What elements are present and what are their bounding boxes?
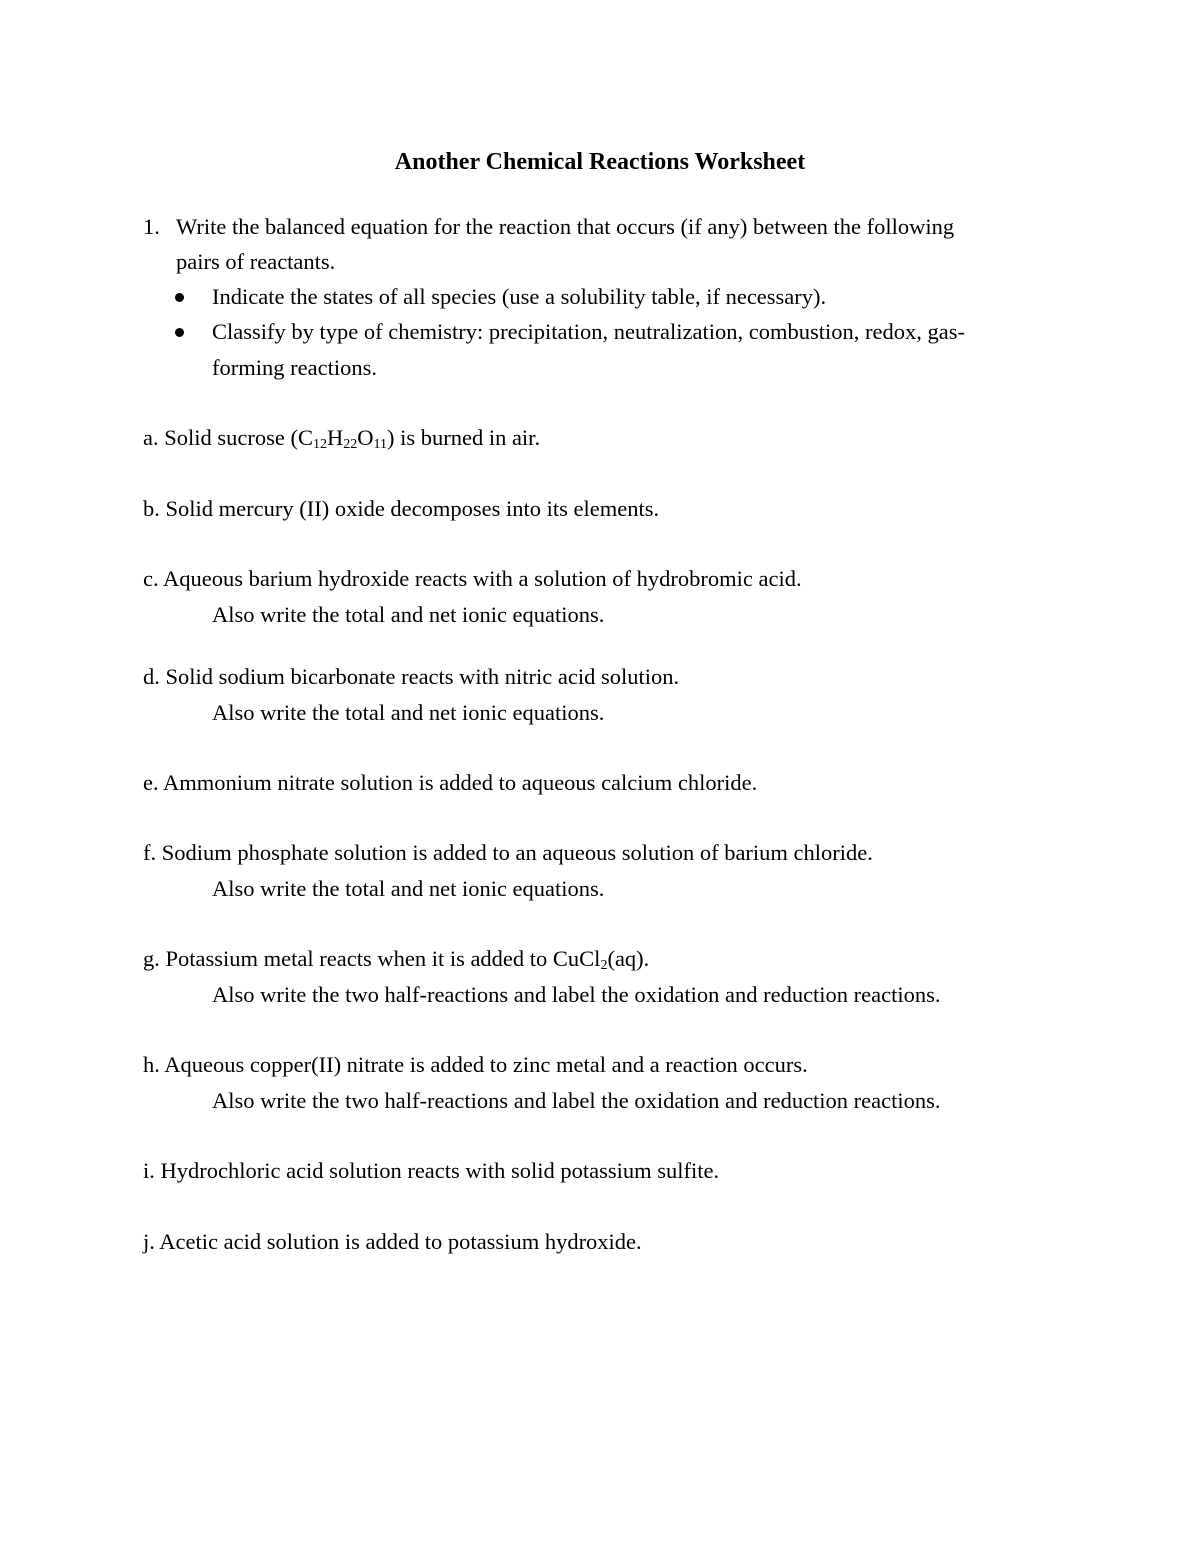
element-o: O: [357, 425, 374, 450]
instruction-line-1: Write the balanced equation for the reaction that occurs (if any) between the following: [176, 214, 955, 239]
question-h-followup: Also write the two half-reactions and label the oxidation and reduction reactions.: [212, 1088, 941, 1113]
subscript-11: 11: [373, 437, 387, 452]
question-b: b. Solid mercury (II) oxide decomposes into its elements.: [143, 496, 660, 521]
instruction-line-2: pairs of reactants.: [176, 249, 336, 274]
question-e: e. Ammonium nitrate solution is added to aqueous calcium chloride.: [143, 770, 758, 795]
question-f: f. Sodium phosphate solution is added to an aqueous solution of barium chloride.: [143, 840, 873, 865]
subscript-12: 12: [312, 437, 327, 452]
question-c: c. Aqueous barium hydroxide reacts with a solution of hydrobromic acid.: [143, 566, 802, 591]
question-g-followup: Also write the two half-reactions and label the oxidation and reduction reactions.: [212, 982, 941, 1007]
bullet-icon: [175, 293, 184, 302]
question-f-followup: Also write the total and net ionic equations.: [212, 876, 605, 901]
question-d: d. Solid sodium bicarbonate reacts with nitric acid solution.: [143, 664, 680, 689]
question-c-followup: Also write the total and net ionic equations.: [212, 602, 605, 627]
question-g: [143, 948, 649, 971]
page-title: Another Chemical Reactions Worksheet: [394, 149, 806, 175]
subscript-22: 22: [343, 437, 358, 452]
bullet-states: Indicate the states of all species (use a solubility table, if necessary).: [212, 284, 827, 309]
question-i: i. Hydrochloric acid solution reacts with solid potassium sulfite.: [143, 1158, 720, 1183]
question-a-text-end: ) is burned in air.: [386, 425, 541, 450]
subscript-2: 2: [600, 958, 608, 973]
bullet-classify: Classify by type of chemistry: precipitation, neutralization, combustion, redox, gas-: [212, 319, 965, 344]
question-g-text-end: (aq).: [607, 946, 650, 971]
question-h: h. Aqueous copper(II) nitrate is added to zinc metal and a reaction occurs.: [143, 1052, 808, 1077]
question-a: [143, 427, 540, 450]
question-g-text-start: g. Potassium metal reacts when it is added to CuCl: [143, 946, 601, 971]
question-a-text-start: a. Solid sucrose (C: [143, 425, 313, 450]
question-d-followup: Also write the total and net ionic equations.: [212, 700, 605, 725]
question-j: j. Acetic acid solution is added to potassium hydroxide.: [143, 1229, 642, 1254]
bullet-classify-continued: forming reactions.: [212, 355, 377, 380]
element-h: H: [326, 425, 344, 450]
question-number: 1.: [143, 214, 160, 239]
bullet-icon: [175, 328, 184, 337]
